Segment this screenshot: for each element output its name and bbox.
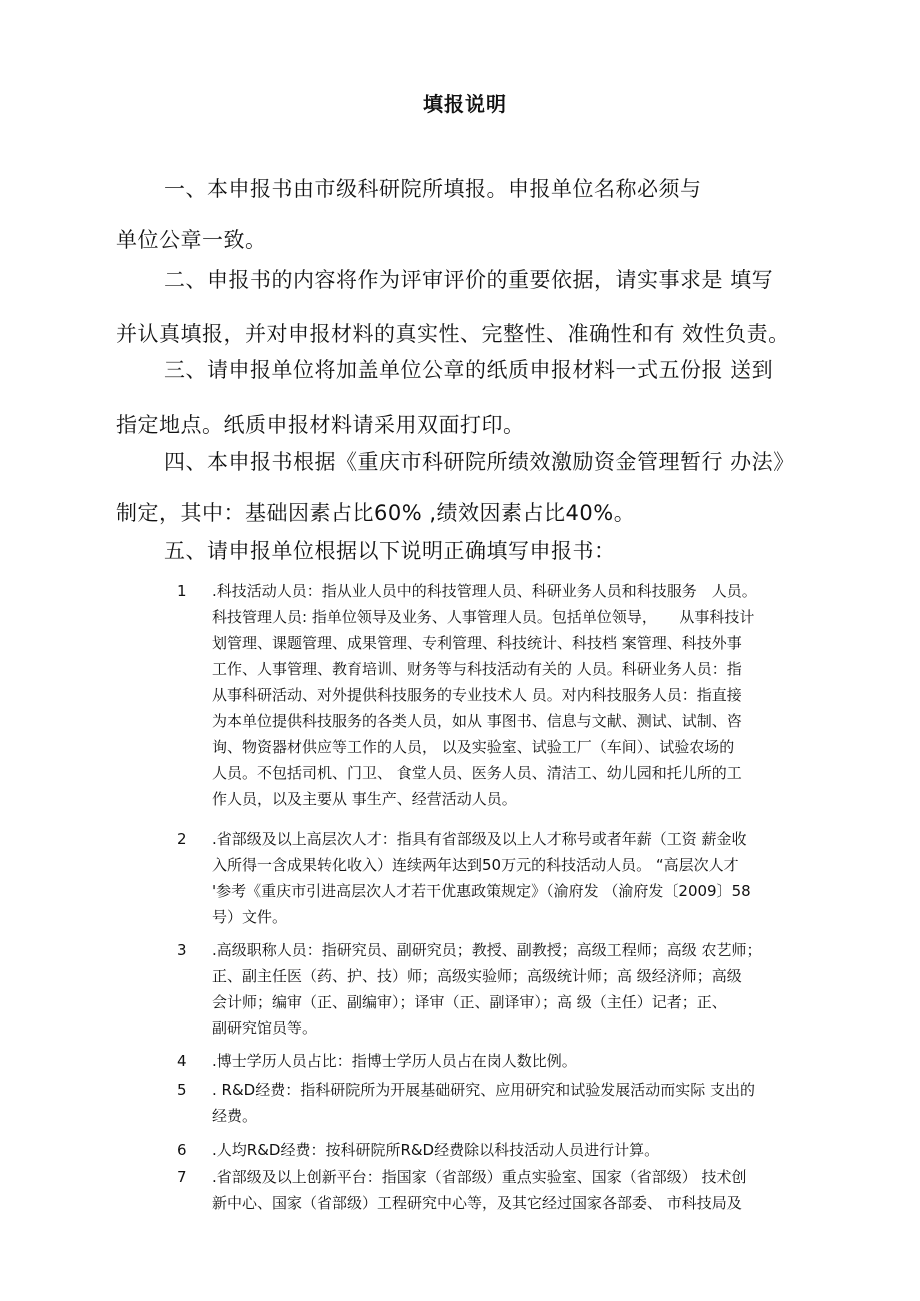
list-item-text: 工作、人事管理、教育培训、财务等与科技活动有关的 人员。科研业务人员：指 <box>212 660 742 678</box>
paragraph-line: 单位公章一致。 <box>116 228 267 252</box>
paragraph-line: 指定地点。纸质申报材料请采用双面打印。 <box>116 413 525 437</box>
list-item-text: 从事科研活动、对外提供科技服务的专业技术人 员。对内科技服务人员：指直接 <box>212 686 742 704</box>
list-item-number: 5 <box>177 1081 187 1099</box>
list-item-text: 入所得一含成果转化收入）连续两年达到50万元的科技活动人员。 “高层次人才 <box>212 856 739 874</box>
list-item-text: 作人员，以及主要从 事生产、经营活动人员。 <box>212 790 517 808</box>
paragraph-line: 二、申报书的内容将作为评审评价的重要依据，请实事求是 填写 <box>164 268 774 292</box>
list-item-3 <box>177 937 827 1041</box>
list-item-number: 4 <box>177 1052 187 1070</box>
paragraph-line: 并认真填报，并对申报材料的真实性、完整性、准确性和有 效性负责。 <box>116 322 790 346</box>
list-item-text: 正、副主任医（药、护、技）师；高级实验师；高级统计师；高 级经济师；高级 <box>212 967 742 985</box>
paragraph-line: 五、请申报单位根据以下说明正确填写申报书： <box>164 539 616 563</box>
page-title: 填报说明 <box>423 92 507 116</box>
list-item-text: .科技活动人员：指从业人员中的科技管理人员、科研业务人员和科技服务 人员。 <box>212 582 757 600</box>
paragraph-line: 一、本申报书由市级科研院所填报。申报单位名称必须与 <box>164 177 702 201</box>
list-item-text: 为本单位提供科技服务的各类人员，如从 事图书、信息与文献、测试、试制、咨 <box>212 712 742 730</box>
list-item-text: . R&D经费：指科研院所为开展基础研究、应用研究和试验发展活动而实际 支出的 <box>212 1081 755 1099</box>
paragraph-1 <box>116 168 816 261</box>
list-item-text: 会计师；编审（正、副编审）；译审（正、副译审）；高 级（主任）记者；正、 <box>212 993 727 1011</box>
paragraph-line: 三、请申报单位将加盖单位公章的纸质申报材料一式五份报 送到 <box>164 358 774 382</box>
list-item-6 <box>177 1137 827 1163</box>
list-item-text: 科技管理人员: 指单位领导及业务、人事管理人员。包括单位领导， 从事科技计 <box>212 608 755 626</box>
paragraph-4 <box>116 441 816 534</box>
list-item-number: 6 <box>177 1141 187 1159</box>
list-item-number: 1 <box>177 582 187 600</box>
list-item-text: .人均R&D经费：按科研院所R&D经费除以科技活动人员进行计算。 <box>212 1141 660 1159</box>
list-item-text: 人员。不包括司机、门卫、 食堂人员、医务人员、清洁工、幼儿园和托儿所的工 <box>212 764 742 782</box>
list-item-text: 新中心、国家（省部级）工程研究中心等，及其它经过国家各部委、 市科技局及 <box>212 1194 742 1212</box>
list-item-text: 划管理、课题管理、成果管理、专利管理、科技统计、科技档 案管理、科技外事 <box>212 634 742 652</box>
paragraph-line: 制定，其中：基础因素占比60% ,绩效因素占比40%。 <box>116 501 636 525</box>
list-item-number: 3 <box>177 941 187 959</box>
list-item-text: .博士学历人员占比：指博士学历人员占在岗人数比例。 <box>212 1052 577 1070</box>
paragraph-5 <box>116 530 816 572</box>
list-item-1 <box>177 578 827 812</box>
list-item-text: 经费。 <box>212 1107 258 1125</box>
list-item-5 <box>177 1077 827 1129</box>
list-item-number: 2 <box>177 830 187 848</box>
paragraph-line: 四、本申报书根据《重庆市科研院所绩效激励资金管理暂行 办法》 <box>164 450 795 474</box>
list-item-text: .省部级及以上创新平台：指国家（省部级）重点实验室、国家（省部级） 技术创 <box>212 1168 747 1186</box>
list-item-text: 号）文件。 <box>212 908 288 926</box>
list-item-text: .高级职称人员：指研究员、副研究员；教授、副教授；高级工程师；高级 农艺师； <box>212 941 762 959</box>
list-item-7 <box>177 1164 827 1216</box>
list-item-text: 询、物资器材供应等工作的人员， 以及实验室、试验工厂（车间）、试验农场的 <box>212 738 735 756</box>
paragraph-2 <box>116 259 816 355</box>
list-item-text: 副研究馆员等。 <box>212 1019 318 1037</box>
paragraph-3 <box>116 349 816 446</box>
list-item-number: 7 <box>177 1168 187 1186</box>
list-item-text: '参考《重庆市引进高层次人才若干优惠政策规定》（渝府发 （渝府发〔2009〕58 <box>212 882 751 900</box>
list-item-2 <box>177 826 827 930</box>
list-item-text: .省部级及以上高层次人才：指具有省部级及以上人才称号或者年薪（工资 薪金收 <box>212 830 747 848</box>
list-item-4 <box>177 1048 827 1074</box>
